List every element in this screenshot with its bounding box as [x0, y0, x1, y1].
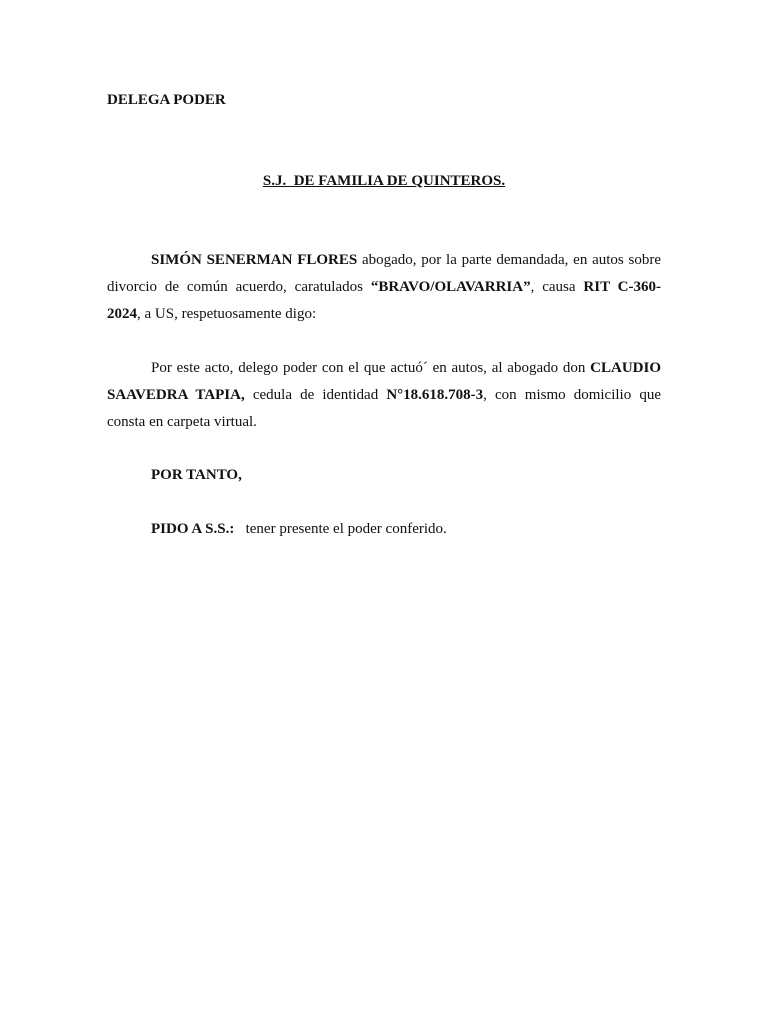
paragraph-intro-text-b: , causa — [530, 279, 584, 295]
case-rit: RIT C-360-2024 — [107, 279, 662, 322]
paragraph-intro-text-a: abogado, por la parte demandada, en autos sobre divorcio de común acuerdo, caratulados — [107, 252, 661, 295]
lawyer-name: SIMÓN SENERMAN FLORES — [151, 252, 358, 268]
case-title: “BRAVO/OLAVARRIA” — [370, 279, 531, 295]
request-label: PIDO A S.S.: — [151, 521, 235, 537]
paragraph-delegation — [107, 355, 661, 436]
court-name: S.J. DE FAMILIA DE QUINTEROS. — [262, 173, 506, 189]
paragraph-delegation-text-c: , con mismo domicilio que consta en carpeta virtual. — [107, 387, 661, 430]
delegate-name: CLAUDIO SAAVEDRA TAPIA, — [107, 360, 661, 403]
document-heading: DELEGA PODER — [107, 92, 226, 108]
paragraph-delegation-text-a: Por este acto, delego poder con el que actuó´ en autos, al abogado don — [151, 360, 591, 376]
por-tanto-label: POR TANTO, — [151, 467, 242, 483]
paragraph-delegation-text-b: cedula de identidad — [244, 387, 387, 403]
delegate-id-number: N°18.618.708-3 — [386, 387, 484, 403]
request-line — [151, 520, 447, 538]
request-text: tener presente el poder conferido. — [234, 521, 447, 537]
paragraph-intro — [107, 247, 661, 328]
paragraph-intro-text-c: , a US, respetuosamente digo: — [137, 306, 317, 322]
por-tanto — [151, 466, 242, 484]
